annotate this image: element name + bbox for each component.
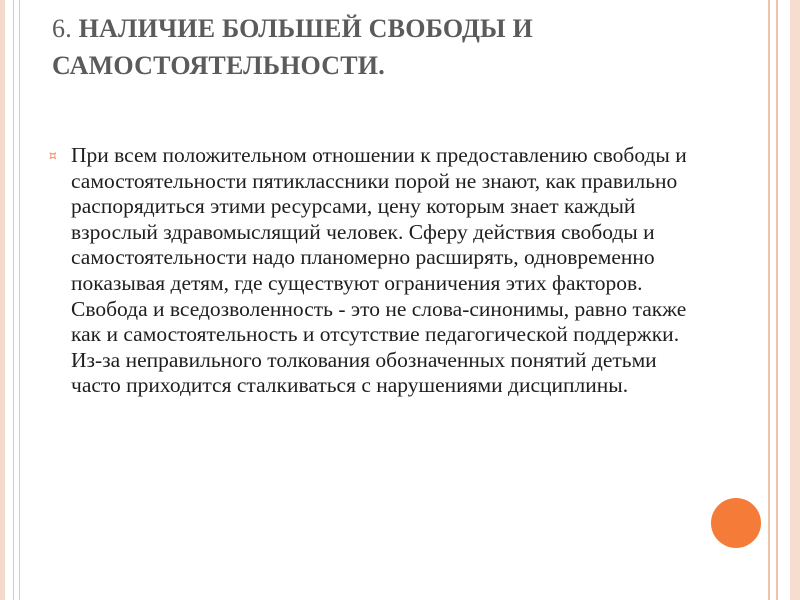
title-number: 6.	[52, 14, 72, 43]
bullet-text: При всем положительном отношении к предоставлению свободы и самостоятельности пятиклассники порой не знают, как правильно распорядиться этими ресурсами, цену которым знает каждый взрослый здравомыслящий человек. Сферу действия свободы и самостоятельности надо планомерно расширять, одновременно показывая детям, где существуют ограничения этих факторов. Свобода и вседозволенность - это не слова-синонимы, равно также как и самостоятельность и отсутствие педагогической поддержки. Из-за неправильного толкования обозначенных понятий детьми часто приходится сталкиваться с нарушениями дисциплины.	[71, 143, 687, 398]
left-border-line	[19, 0, 20, 600]
right-border-stripe	[790, 0, 800, 600]
right-border-line	[776, 0, 778, 600]
left-border-line	[13, 0, 14, 600]
title-line-1: НАЛИЧИЕ БОЛЬШЕЙ СВОБОДЫ И	[78, 14, 533, 43]
slide-title	[52, 10, 752, 84]
right-border-line	[768, 0, 770, 600]
bullet-marker-icon: ⯏	[48, 149, 59, 164]
orange-circle-decoration	[711, 498, 761, 548]
left-border-stripe	[0, 0, 5, 600]
title-line-2: САМОСТОЯТЕЛЬНОСТИ.	[52, 51, 385, 80]
